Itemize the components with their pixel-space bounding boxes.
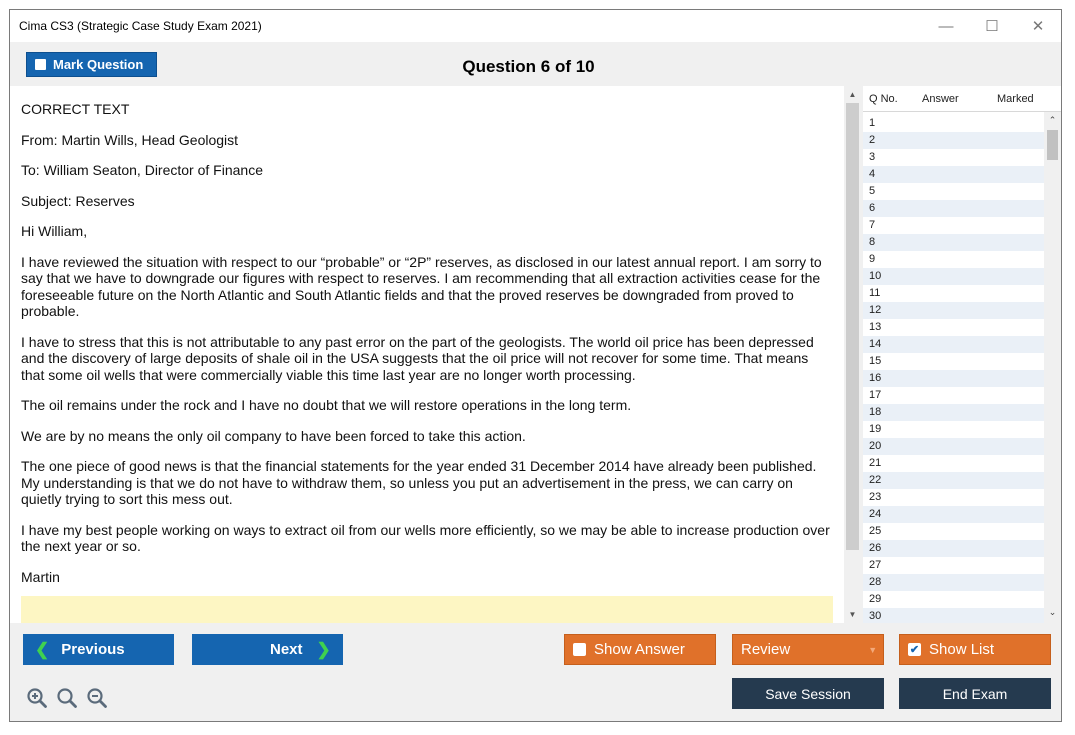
question-list-row[interactable]: 25	[863, 523, 1044, 540]
question-list-row[interactable]: 24	[863, 506, 1044, 523]
answer-area	[21, 596, 833, 623]
list-scroll-down-icon[interactable]: ⌄	[1048, 607, 1057, 617]
show-list-checkbox-checked[interactable]: ✔	[909, 644, 920, 656]
question-list-row[interactable]: 23	[863, 489, 1044, 506]
question-paragraph: From: Martin Wills, Head Geologist	[21, 131, 239, 148]
question-list-panel	[863, 86, 1061, 623]
minimize-button[interactable]: —	[938, 17, 954, 35]
scroll-down-arrow-icon[interactable]: ▼	[848, 610, 857, 619]
question-list-row[interactable]: 26	[863, 540, 1044, 557]
question-paragraph: I have my best people working on ways to extract oil from our wells more efficiently, so we may be able to increase production over the next year or so.	[21, 521, 830, 554]
question-text	[21, 101, 833, 599]
question-list-row[interactable]: 19	[863, 421, 1044, 438]
end-exam-button[interactable]: End Exam	[899, 678, 1051, 709]
question-list-row[interactable]: 15	[863, 353, 1044, 370]
maximize-button[interactable]: ☐	[985, 18, 999, 35]
question-list-row[interactable]: 1	[863, 115, 1044, 132]
app-window	[9, 9, 1062, 722]
save-session-button[interactable]: Save Session	[732, 678, 884, 709]
review-label: Review	[741, 641, 791, 658]
question-list-row[interactable]: 11	[863, 285, 1044, 302]
question-paragraph: Martin	[21, 568, 60, 585]
chevron-down-icon: ▼	[868, 644, 878, 655]
question-header	[10, 42, 1061, 86]
question-list-row[interactable]: 4	[863, 166, 1044, 183]
question-list-row[interactable]: 12	[863, 302, 1044, 319]
question-paragraph: I have reviewed the situation with respect to our “probable” or “2P” reserves, as disclosed in our latest annual report. I am sorry to say that we have to downgrade our figures with respect to reserves. I am recommending that all extraction activities cease for the foreseeable future on the North Atlantic and South Atlantic fields and that the proved reserves be downgraded from proved to probable.	[21, 253, 822, 319]
zoom-out-icon[interactable]	[86, 687, 108, 709]
question-list-row[interactable]: 5	[863, 183, 1044, 200]
show-list-button[interactable]	[899, 634, 1051, 665]
show-answer-button[interactable]	[564, 634, 716, 665]
question-list-header	[863, 86, 1061, 112]
title-bar	[10, 10, 1061, 42]
question-list-row[interactable]: 10	[863, 268, 1044, 285]
question-list-row[interactable]: 28	[863, 574, 1044, 591]
show-answer-label: Show Answer	[594, 641, 685, 658]
question-list-rows	[863, 115, 1044, 623]
question-list-row[interactable]: 14	[863, 336, 1044, 353]
question-content	[10, 86, 844, 623]
show-answer-checkbox[interactable]	[573, 643, 586, 656]
previous-button[interactable]	[23, 634, 174, 665]
zoom-reset-icon[interactable]	[56, 687, 78, 709]
question-list-row[interactable]: 3	[863, 149, 1044, 166]
answer-column-header: Answer	[922, 93, 959, 105]
question-list-scrollbar[interactable]	[1044, 112, 1061, 623]
next-button[interactable]	[192, 634, 343, 665]
question-list-row[interactable]: 18	[863, 404, 1044, 421]
list-scroll-up-icon[interactable]: ⌃	[1048, 115, 1057, 125]
chevron-left-icon: ❮	[35, 639, 50, 659]
question-list-row[interactable]: 21	[863, 455, 1044, 472]
question-list-row[interactable]: 6	[863, 200, 1044, 217]
content-scroll-thumb[interactable]	[846, 103, 859, 550]
question-paragraph: The oil remains under the rock and I have no doubt that we will restore operations in the long term.	[21, 397, 632, 413]
question-list-row[interactable]: 9	[863, 251, 1044, 268]
question-list-row[interactable]: 13	[863, 319, 1044, 336]
question-list-row[interactable]: 2	[863, 132, 1044, 149]
qno-column-header: Q No.	[869, 93, 898, 105]
question-list-row[interactable]: 29	[863, 591, 1044, 608]
list-scroll-thumb[interactable]	[1047, 130, 1058, 160]
question-paragraph: CORRECT TEXT	[21, 101, 130, 117]
review-dropdown[interactable]	[732, 634, 884, 665]
next-label: Next	[270, 641, 303, 658]
close-button[interactable]: ✕	[1031, 18, 1045, 35]
window-title: Cima CS3 (Strategic Case Study Exam 2021)	[19, 19, 262, 33]
question-list-row[interactable]: 22	[863, 472, 1044, 489]
content-scrollbar[interactable]	[844, 86, 861, 623]
question-paragraph: The one piece of good news is that the financial statements for the year ended 31 December 2014 have already been published. My understanding is that we do not have to withdraw them, so unless you put an advertisement in the press, we can carry on quietly trying to sort this mess out.	[21, 458, 817, 507]
question-list-row[interactable]: 16	[863, 370, 1044, 387]
question-list-row[interactable]: 20	[863, 438, 1044, 455]
question-list-row[interactable]: 8	[863, 234, 1044, 251]
marked-column-header: Marked	[997, 93, 1034, 105]
chevron-right-icon: ❯	[316, 639, 331, 659]
question-paragraph: Subject: Reserves	[21, 192, 135, 209]
question-title: Question 6 of 10	[462, 57, 595, 76]
question-list-row[interactable]: 30	[863, 608, 1044, 623]
question-list-row[interactable]: 7	[863, 217, 1044, 234]
question-paragraph: To: William Seaton, Director of Finance	[21, 162, 263, 178]
scroll-up-arrow-icon[interactable]: ▲	[848, 90, 857, 99]
previous-label: Previous	[61, 641, 125, 658]
question-list-row[interactable]: 17	[863, 387, 1044, 404]
question-paragraph: I have to stress that this is not attributable to any past error on the part of the geologists. The world oil price has been depressed and the discovery of large deposits of shale oil in the USA suggests that the oil price will not recover for some time. That means that some oil wells that were commercially viable this time last year are no longer worth processing.	[21, 333, 814, 383]
show-list-label: Show List	[929, 641, 995, 658]
zoom-in-icon[interactable]	[26, 687, 48, 709]
question-list-row[interactable]: 27	[863, 557, 1044, 574]
mark-question-label: Mark Question	[53, 57, 144, 72]
question-paragraph: We are by no means the only oil company to have been forced to take this action.	[21, 427, 526, 444]
question-paragraph: Hi William,	[21, 223, 88, 239]
